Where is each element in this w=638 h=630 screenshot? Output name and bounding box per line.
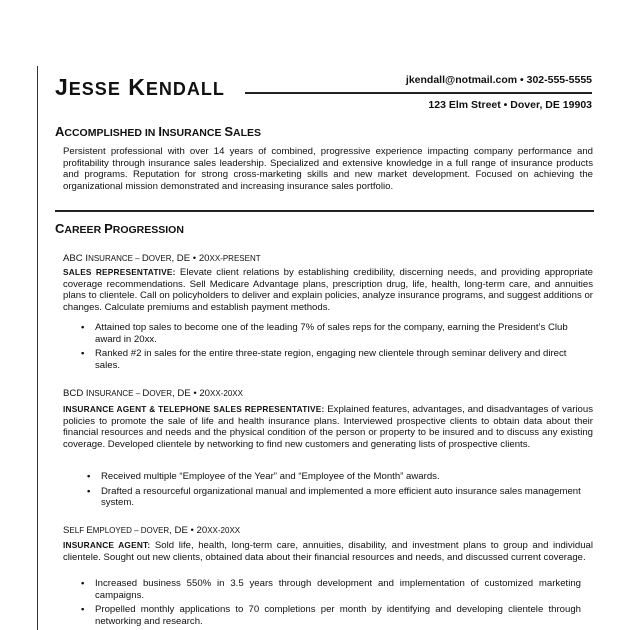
section-divider (55, 210, 594, 212)
list-item: • Increased business 550% in 3.5 years through development and implementation of customized marketing campaigns. (81, 578, 581, 601)
list-item: • Ranked #2 in sales for the entire three-state region, engaging new clientele through seminar delivery and direct sales. (81, 348, 567, 371)
list-item: • Attained top sales to become one of the leading 7% of sales reps for the company, earning the President’s Club award in 20xx. (81, 322, 568, 345)
job-description: SALES REPRESENTATIVE: Elevate client relations by establishing credibility, discerning needs, and providing appropriate coverage recommendations. Sell Medicare Advantage plans, prescription drug, life, health, long-term care, and annuities plans to clientele. Call on policyholders to deliver and explain policies, analyze insurance programs, and suggest additions or changes. Calculate premiums and establish payment methods. (63, 267, 593, 313)
job-description: INSURANCE AGENT & TELEPHONE SALES REPRESENTATIVE: Explained features, advantages, and disadvantages of various policies to promote the sale of life and health insurance plans. Interviewed prospective clients to obtain data about their financial resources and needs and the physical condition of the person or property to be insured and to discuss any existing coverage. Developed clientele by networking to find new customers and generating lists of prospective clients. (63, 404, 593, 450)
list-item: • Propelled monthly applications to 70 completions per month by identifying and developing clientele through networking and research. (81, 604, 581, 627)
job-employer-line: SELF EMPLOYED – DOVER, DE • 20XX-20XX (63, 525, 241, 536)
job-employer-line: ABC INSURANCE – DOVER, DE • 20XX-PRESENT (63, 253, 261, 264)
job-achievements (81, 322, 581, 374)
job-employer-line: BCD INSURANCE – DOVER, DE • 20XX-20XX (63, 388, 243, 399)
list-item: • Received multiple “Employee of the Year” and “Employee of the Month” awards. (87, 471, 440, 482)
name-underline-rule (245, 92, 592, 94)
job-title: INSURANCE AGENT & TELEPHONE SALES REPRESENTATIVE: (63, 404, 325, 414)
address-line: 123 Elm Street • Dover, DE 19903 (428, 99, 592, 111)
headline: ACCOMPLISHED IN INSURANCE SALES (55, 124, 262, 139)
summary-paragraph: Persistent professional with over 14 years of combined, progressive experience impacting company performance and profitability through insurance sales leadership. Specialized and extensive knowledge in a full range of insurance products and programs. Reputation for strong cross-marketing skills and new market development. Focused on achieving the organizational mission demonstrated and increasing insurance sales portfolio. (63, 146, 593, 192)
job-title: INSURANCE AGENT: (63, 540, 151, 550)
job-title: SALES REPRESENTATIVE: (63, 267, 176, 277)
job-achievements (87, 471, 587, 512)
section-heading-career: CAREER PROGRESSION (55, 221, 184, 236)
job-achievements (81, 578, 581, 630)
job-description: INSURANCE AGENT: Sold life, health, long-term care, annuities, disability, and investment plans to group and individual clientele. Sought out new clients, obtained data about their financial resources and needs, and discussed current coverage. (63, 540, 593, 563)
list-item: • Drafted a resourceful organizational manual and implemented a more efficient auto insurance sales management system. (87, 485, 581, 509)
contact-line: jkendall@notmail.com • 302-555-5555 (405, 74, 592, 86)
candidate-name: JESSE KENDALL (55, 74, 225, 100)
left-margin-rule (37, 66, 38, 630)
